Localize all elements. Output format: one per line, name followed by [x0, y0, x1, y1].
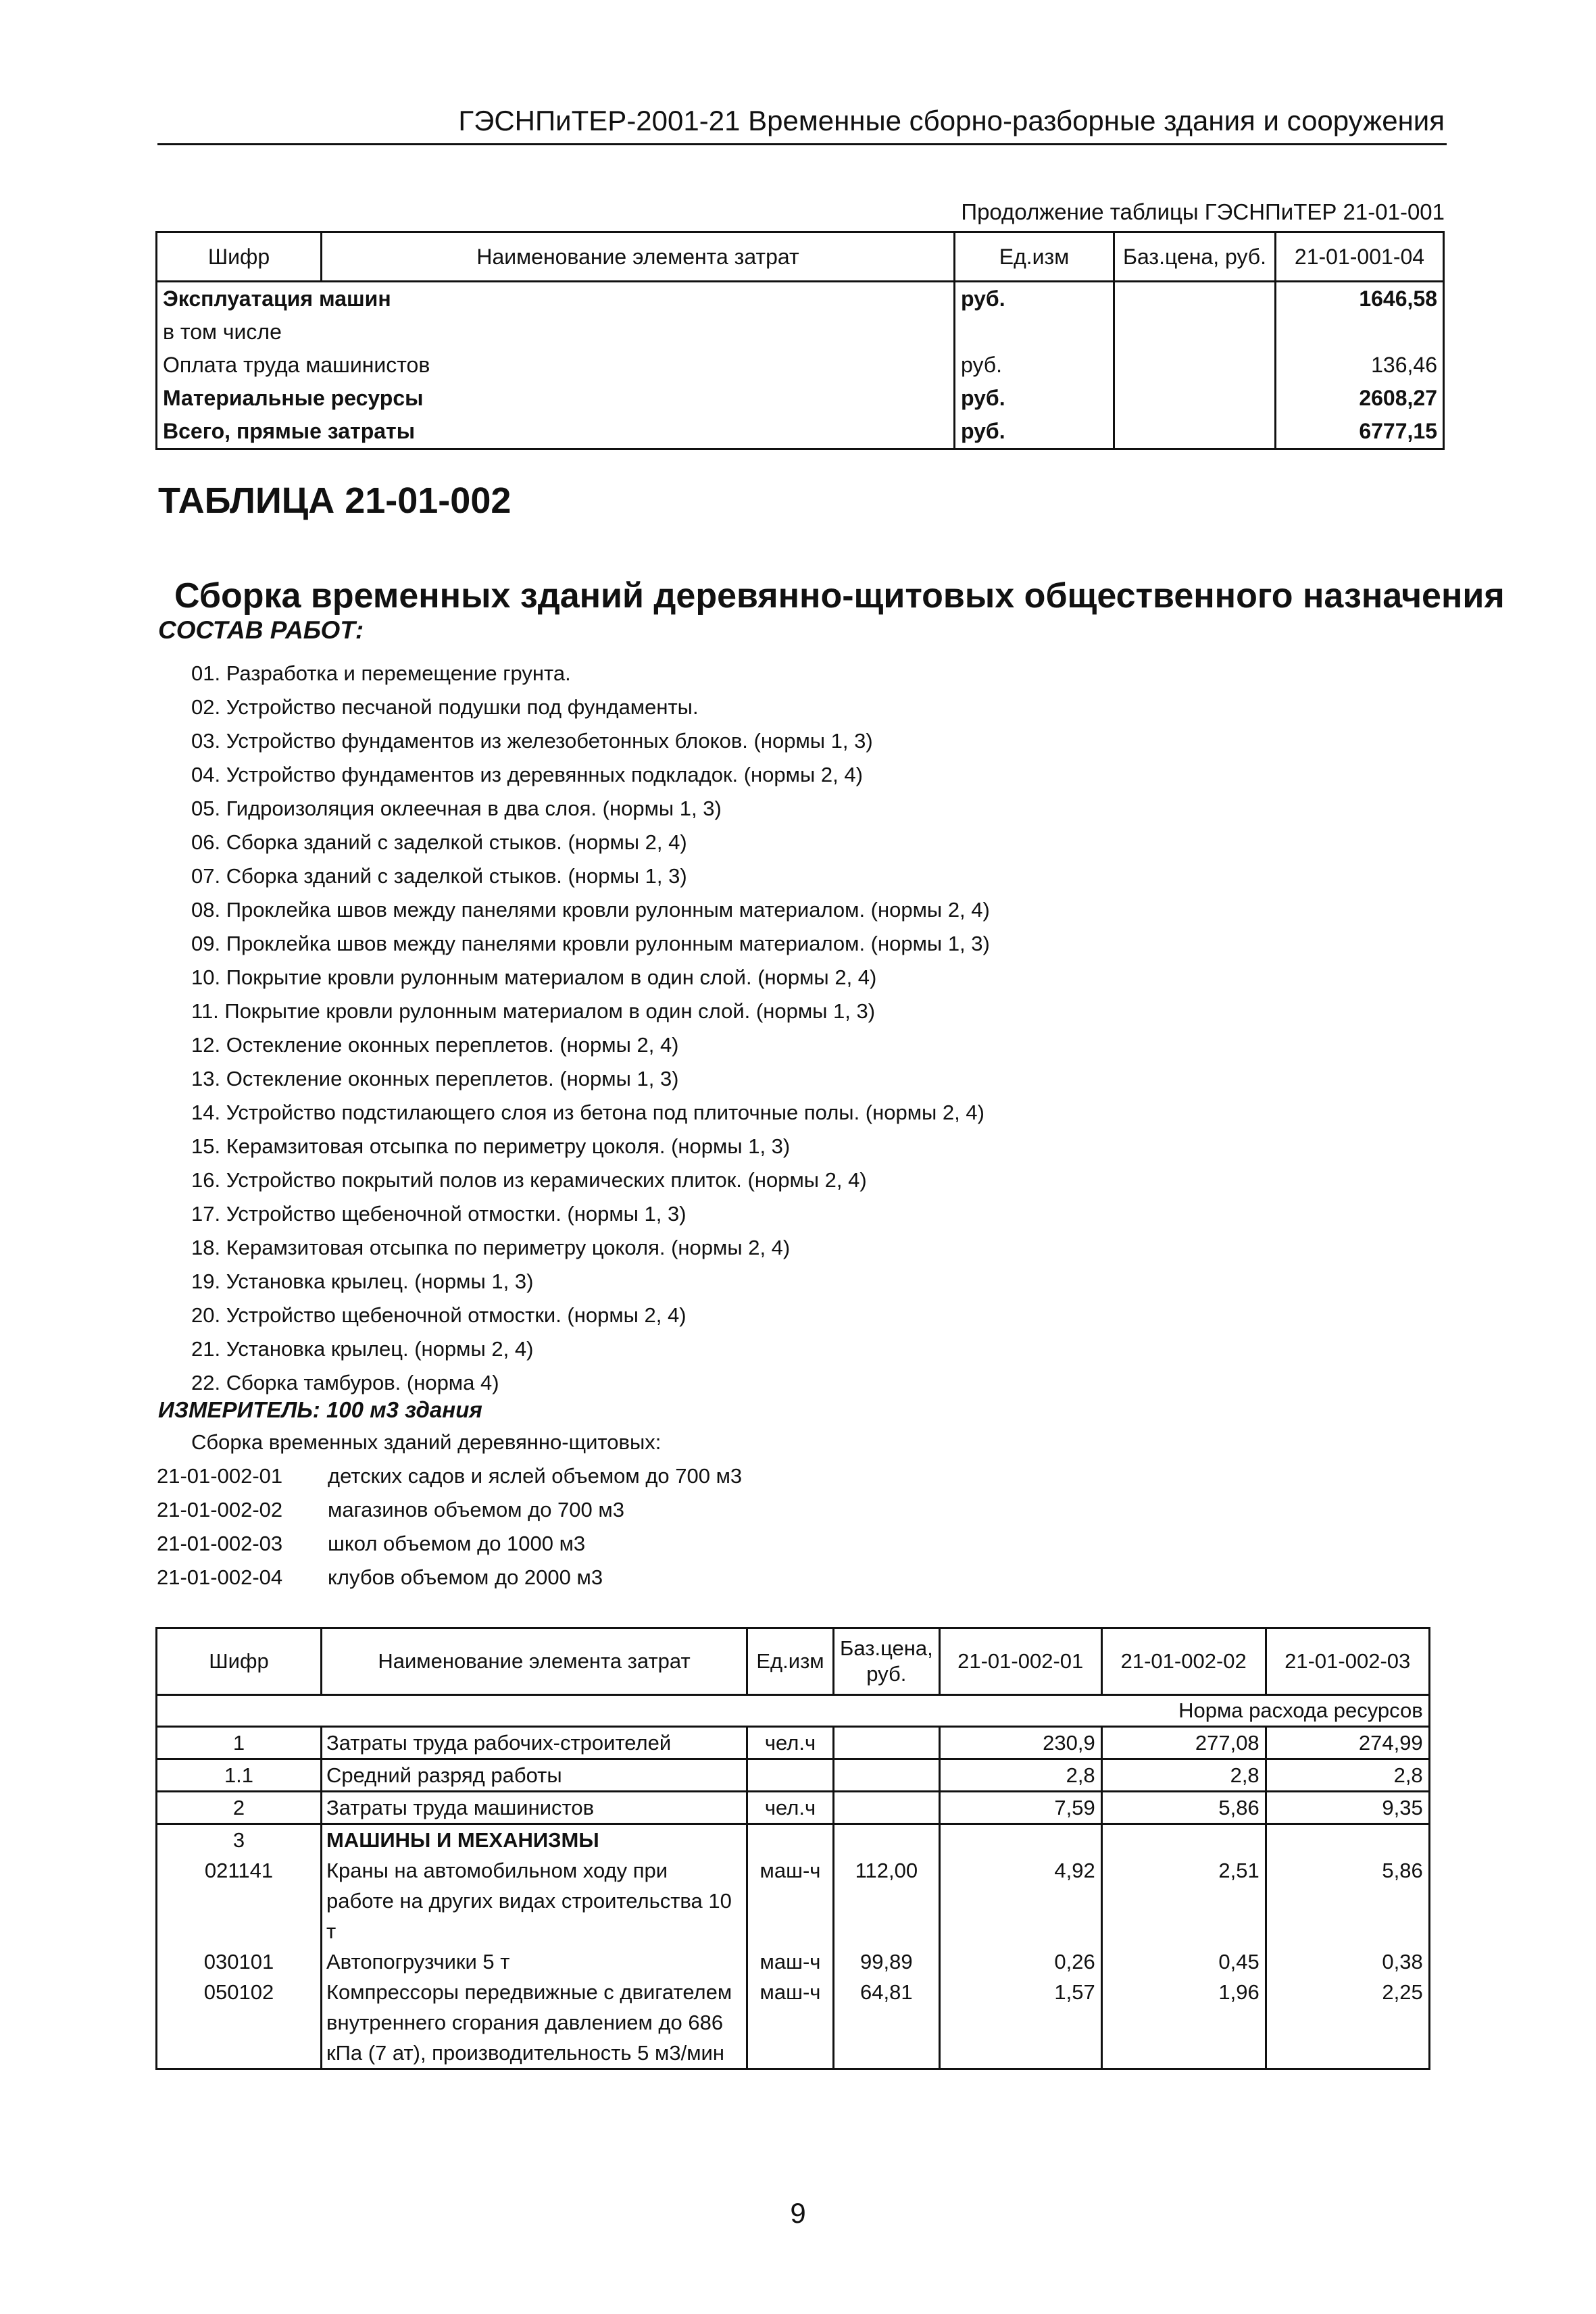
work-item: 20. Устройство щебеночной отмостки. (нормы 2, 4): [191, 1303, 687, 1327]
work-item: 09. Проклейка швов между панелями кровли рулонным материалом. (нормы 1, 3): [191, 932, 990, 955]
row-name: Всего, прямые затраты: [157, 415, 955, 449]
row-unit: чел.ч: [747, 1727, 834, 1759]
row-price: [834, 1727, 940, 1759]
row-price: [1114, 316, 1276, 349]
row-norm2: 1,96: [1101, 1977, 1266, 2069]
row-norm2: 2,8: [1101, 1759, 1266, 1792]
row-unit: [747, 1824, 834, 1856]
row-norm2: 2,51: [1101, 1855, 1266, 1946]
row-unit: маш-ч: [747, 1946, 834, 1977]
row-name: Краны на автомобильном ходу при работе на других видах строительства 10 т: [322, 1855, 747, 1946]
row-unit: [747, 1759, 834, 1792]
work-item: 10. Покрытие кровли рулонным материалом в один слой. (нормы 2, 4): [191, 965, 877, 989]
col-value-header: 21-01-001-04: [1276, 232, 1444, 282]
norm-caption-row: [157, 1695, 1430, 1727]
work-item: 12. Остекление оконных переплетов. (нормы 2, 4): [191, 1033, 679, 1057]
row-price: [1114, 282, 1276, 316]
row-code: 1.1: [157, 1759, 322, 1792]
col-name-header: Наименование элемента затрат: [322, 1628, 747, 1695]
row-code: 021141: [157, 1855, 322, 1946]
row-norm2: 5,86: [1101, 1792, 1266, 1824]
variant-code: 21-01-002-03: [157, 1532, 283, 1555]
table-header-row: [157, 232, 1444, 282]
row-unit: руб.: [955, 282, 1114, 316]
row-norm1: 4,92: [939, 1855, 1101, 1946]
row-value: [1276, 316, 1444, 349]
col-price-header: Баз.цена, руб.: [1114, 232, 1276, 282]
variant-item: [157, 1493, 742, 1527]
row-code: 030101: [157, 1946, 322, 1977]
variant-item: [157, 1527, 742, 1561]
table-row: [157, 316, 1444, 349]
col-norm2-header: 21-01-002-02: [1101, 1628, 1266, 1695]
row-name: Компрессоры передвижные с двигателем внутреннего сгорания давлением до 686 кПа (7 ат), производительность 5 м3/мин: [322, 1977, 747, 2069]
col-norm1-header: 21-01-002-01: [939, 1628, 1101, 1695]
work-item: 03. Устройство фундаментов из железобетонных блоков. (нормы 1, 3): [191, 729, 873, 753]
col-name-header: Наименование элемента затрат: [322, 232, 955, 282]
row-unit: руб.: [955, 349, 1114, 382]
continuation-caption: Продолжение таблицы ГЭСНПиТЕР 21-01-001: [961, 199, 1445, 224]
row-code: 1: [157, 1727, 322, 1759]
variant-text: клубов объемом до 2000 м3: [328, 1565, 603, 1589]
variant-text: магазинов объемом до 700 м3: [328, 1498, 624, 1521]
measure-line: [158, 1397, 482, 1423]
row-unit: маш-ч: [747, 1977, 834, 2069]
measure-value: 100 м3 здания: [326, 1397, 482, 1422]
col-norm3-header: 21-01-002-03: [1266, 1628, 1429, 1695]
variant-code: 21-01-002-02: [157, 1498, 283, 1521]
row-unit: руб.: [955, 415, 1114, 449]
row-price: 64,81: [834, 1977, 940, 2069]
work-item: 15. Керамзитовая отсыпка по периметру цоколя. (нормы 1, 3): [191, 1134, 791, 1158]
row-norm2: [1101, 1824, 1266, 1856]
row-norm3: 2,8: [1266, 1759, 1429, 1792]
work-item: 14. Устройство подстилающего слоя из бетона под плиточные полы. (нормы 2, 4): [191, 1101, 984, 1124]
work-item: 01. Разработка и перемещение грунта.: [191, 661, 571, 685]
row-value: 1646,58: [1276, 282, 1444, 316]
work-item: 04. Устройство фундаментов из деревянных подкладок. (нормы 2, 4): [191, 763, 863, 786]
work-item: 02. Устройство песчаной подушки под фундаменты.: [191, 695, 699, 719]
variants-list: [157, 1459, 742, 1594]
work-item: 19. Установка крылец. (нормы 1, 3): [191, 1269, 534, 1293]
row-code: 3: [157, 1824, 322, 1856]
table-row: [157, 349, 1444, 382]
row-value: 136,46: [1276, 349, 1444, 382]
row-norm1: [939, 1824, 1101, 1856]
variant-text: детских садов и яслей объемом до 700 м3: [328, 1464, 743, 1488]
continuation-table: [155, 231, 1445, 450]
row-unit: руб.: [955, 382, 1114, 415]
table-row: [157, 1727, 1430, 1759]
norm-table: [155, 1627, 1430, 2070]
row-unit: маш-ч: [747, 1855, 834, 1946]
row-norm3: 2,25: [1266, 1977, 1429, 2069]
row-norm3: 9,35: [1266, 1792, 1429, 1824]
col-unit-header: Ед.изм: [747, 1628, 834, 1695]
work-item: 16. Устройство покрытий полов из керамических плиток. (нормы 2, 4): [191, 1168, 867, 1192]
table-row: [157, 1792, 1430, 1824]
row-name: Автопогрузчики 5 т: [322, 1946, 747, 1977]
work-item: 17. Устройство щебеночной отмостки. (нормы 1, 3): [191, 1202, 687, 1226]
row-norm3: 0,38: [1266, 1946, 1429, 1977]
work-item: 06. Сборка зданий с заделкой стыков. (нормы 2, 4): [191, 830, 687, 854]
row-value: 2608,27: [1276, 382, 1444, 415]
col-unit-header: Ед.изм: [955, 232, 1114, 282]
table-row: [157, 1759, 1430, 1792]
variant-code: 21-01-002-01: [157, 1464, 283, 1488]
col-code-header: Шифр: [157, 1628, 322, 1695]
row-norm1: 2,8: [939, 1759, 1101, 1792]
row-name: Средний разряд работы: [322, 1759, 747, 1792]
work-item: 21. Установка крылец. (нормы 2, 4): [191, 1337, 534, 1361]
row-name: Оплата труда машинистов: [157, 349, 955, 382]
variant-item: [157, 1561, 742, 1594]
row-price: [834, 1759, 940, 1792]
work-item: 05. Гидроизоляция оклеечная в два слоя. (нормы 1, 3): [191, 797, 722, 820]
col-code-header: Шифр: [157, 232, 322, 282]
row-name: Эксплуатация машин: [157, 282, 955, 316]
running-header: ГЭСНПиТЕР-2001-21 Временные сборно-разборные здания и сооружения: [458, 105, 1445, 136]
row-norm1: 0,26: [939, 1946, 1101, 1977]
row-price: [834, 1792, 940, 1824]
row-code: 2: [157, 1792, 322, 1824]
table-row: [157, 1855, 1430, 1946]
row-price: [834, 1824, 940, 1856]
row-name: Затраты труда машинистов: [322, 1792, 747, 1824]
table-row: [157, 1946, 1430, 1977]
row-price: 112,00: [834, 1855, 940, 1946]
row-value: 6777,15: [1276, 415, 1444, 449]
page-number: 9: [790, 2197, 806, 2229]
work-item: 11. Покрытие кровли рулонным материалом в один слой. (нормы 1, 3): [191, 999, 876, 1023]
measure-label: ИЗМЕРИТЕЛЬ:: [158, 1397, 320, 1422]
table-row: [157, 282, 1444, 316]
work-item: 08. Проклейка швов между панелями кровли рулонным материалом. (нормы 2, 4): [191, 898, 990, 922]
variant-item: [157, 1459, 742, 1493]
norm-caption: Норма расхода ресурсов: [157, 1695, 1430, 1727]
row-norm3: 274,99: [1266, 1727, 1429, 1759]
row-name: Материальные ресурсы: [157, 382, 955, 415]
variants-intro: Сборка временных зданий деревянно-щитовых:: [191, 1430, 662, 1454]
section-title: Сборка временных зданий деревянно-щитовых общественного назначения: [174, 576, 1505, 615]
row-norm2: 0,45: [1101, 1946, 1266, 1977]
work-item: 22. Сборка тамбуров. (норма 4): [191, 1371, 499, 1394]
row-norm3: 5,86: [1266, 1855, 1429, 1946]
row-code: 050102: [157, 1977, 322, 2069]
row-name: Затраты труда рабочих-строителей: [322, 1727, 747, 1759]
row-norm2: 277,08: [1101, 1727, 1266, 1759]
row-name: в том числе: [157, 316, 955, 349]
row-name: МАШИНЫ И МЕХАНИЗМЫ: [322, 1824, 747, 1856]
row-norm1: 1,57: [939, 1977, 1101, 2069]
table-row: [157, 1824, 1430, 1856]
table-row: [157, 1977, 1430, 2069]
row-norm1: 7,59: [939, 1792, 1101, 1824]
col-price-header: Баз.цена, руб.: [834, 1628, 940, 1695]
work-item: 07. Сборка зданий с заделкой стыков. (нормы 1, 3): [191, 864, 687, 888]
row-norm3: [1266, 1824, 1429, 1856]
table-row: [157, 415, 1444, 449]
row-price: 99,89: [834, 1946, 940, 1977]
row-norm1: 230,9: [939, 1727, 1101, 1759]
variant-text: школ объемом до 1000 м3: [328, 1532, 586, 1555]
table-row: [157, 382, 1444, 415]
header-rule: [157, 143, 1447, 145]
row-unit: [955, 316, 1114, 349]
work-item: 18. Керамзитовая отсыпка по периметру цоколя. (нормы 2, 4): [191, 1236, 791, 1259]
variant-code: 21-01-002-04: [157, 1565, 283, 1589]
work-composition-label: СОСТАВ РАБОТ:: [158, 616, 364, 644]
table-header-row: [157, 1628, 1430, 1695]
table-id-heading: ТАБЛИЦА 21-01-002: [158, 480, 512, 521]
row-price: [1114, 415, 1276, 449]
row-price: [1114, 349, 1276, 382]
row-price: [1114, 382, 1276, 415]
work-item: 13. Остекление оконных переплетов. (нормы 1, 3): [191, 1067, 679, 1090]
work-items-list: [191, 657, 990, 1400]
row-unit: чел.ч: [747, 1792, 834, 1824]
